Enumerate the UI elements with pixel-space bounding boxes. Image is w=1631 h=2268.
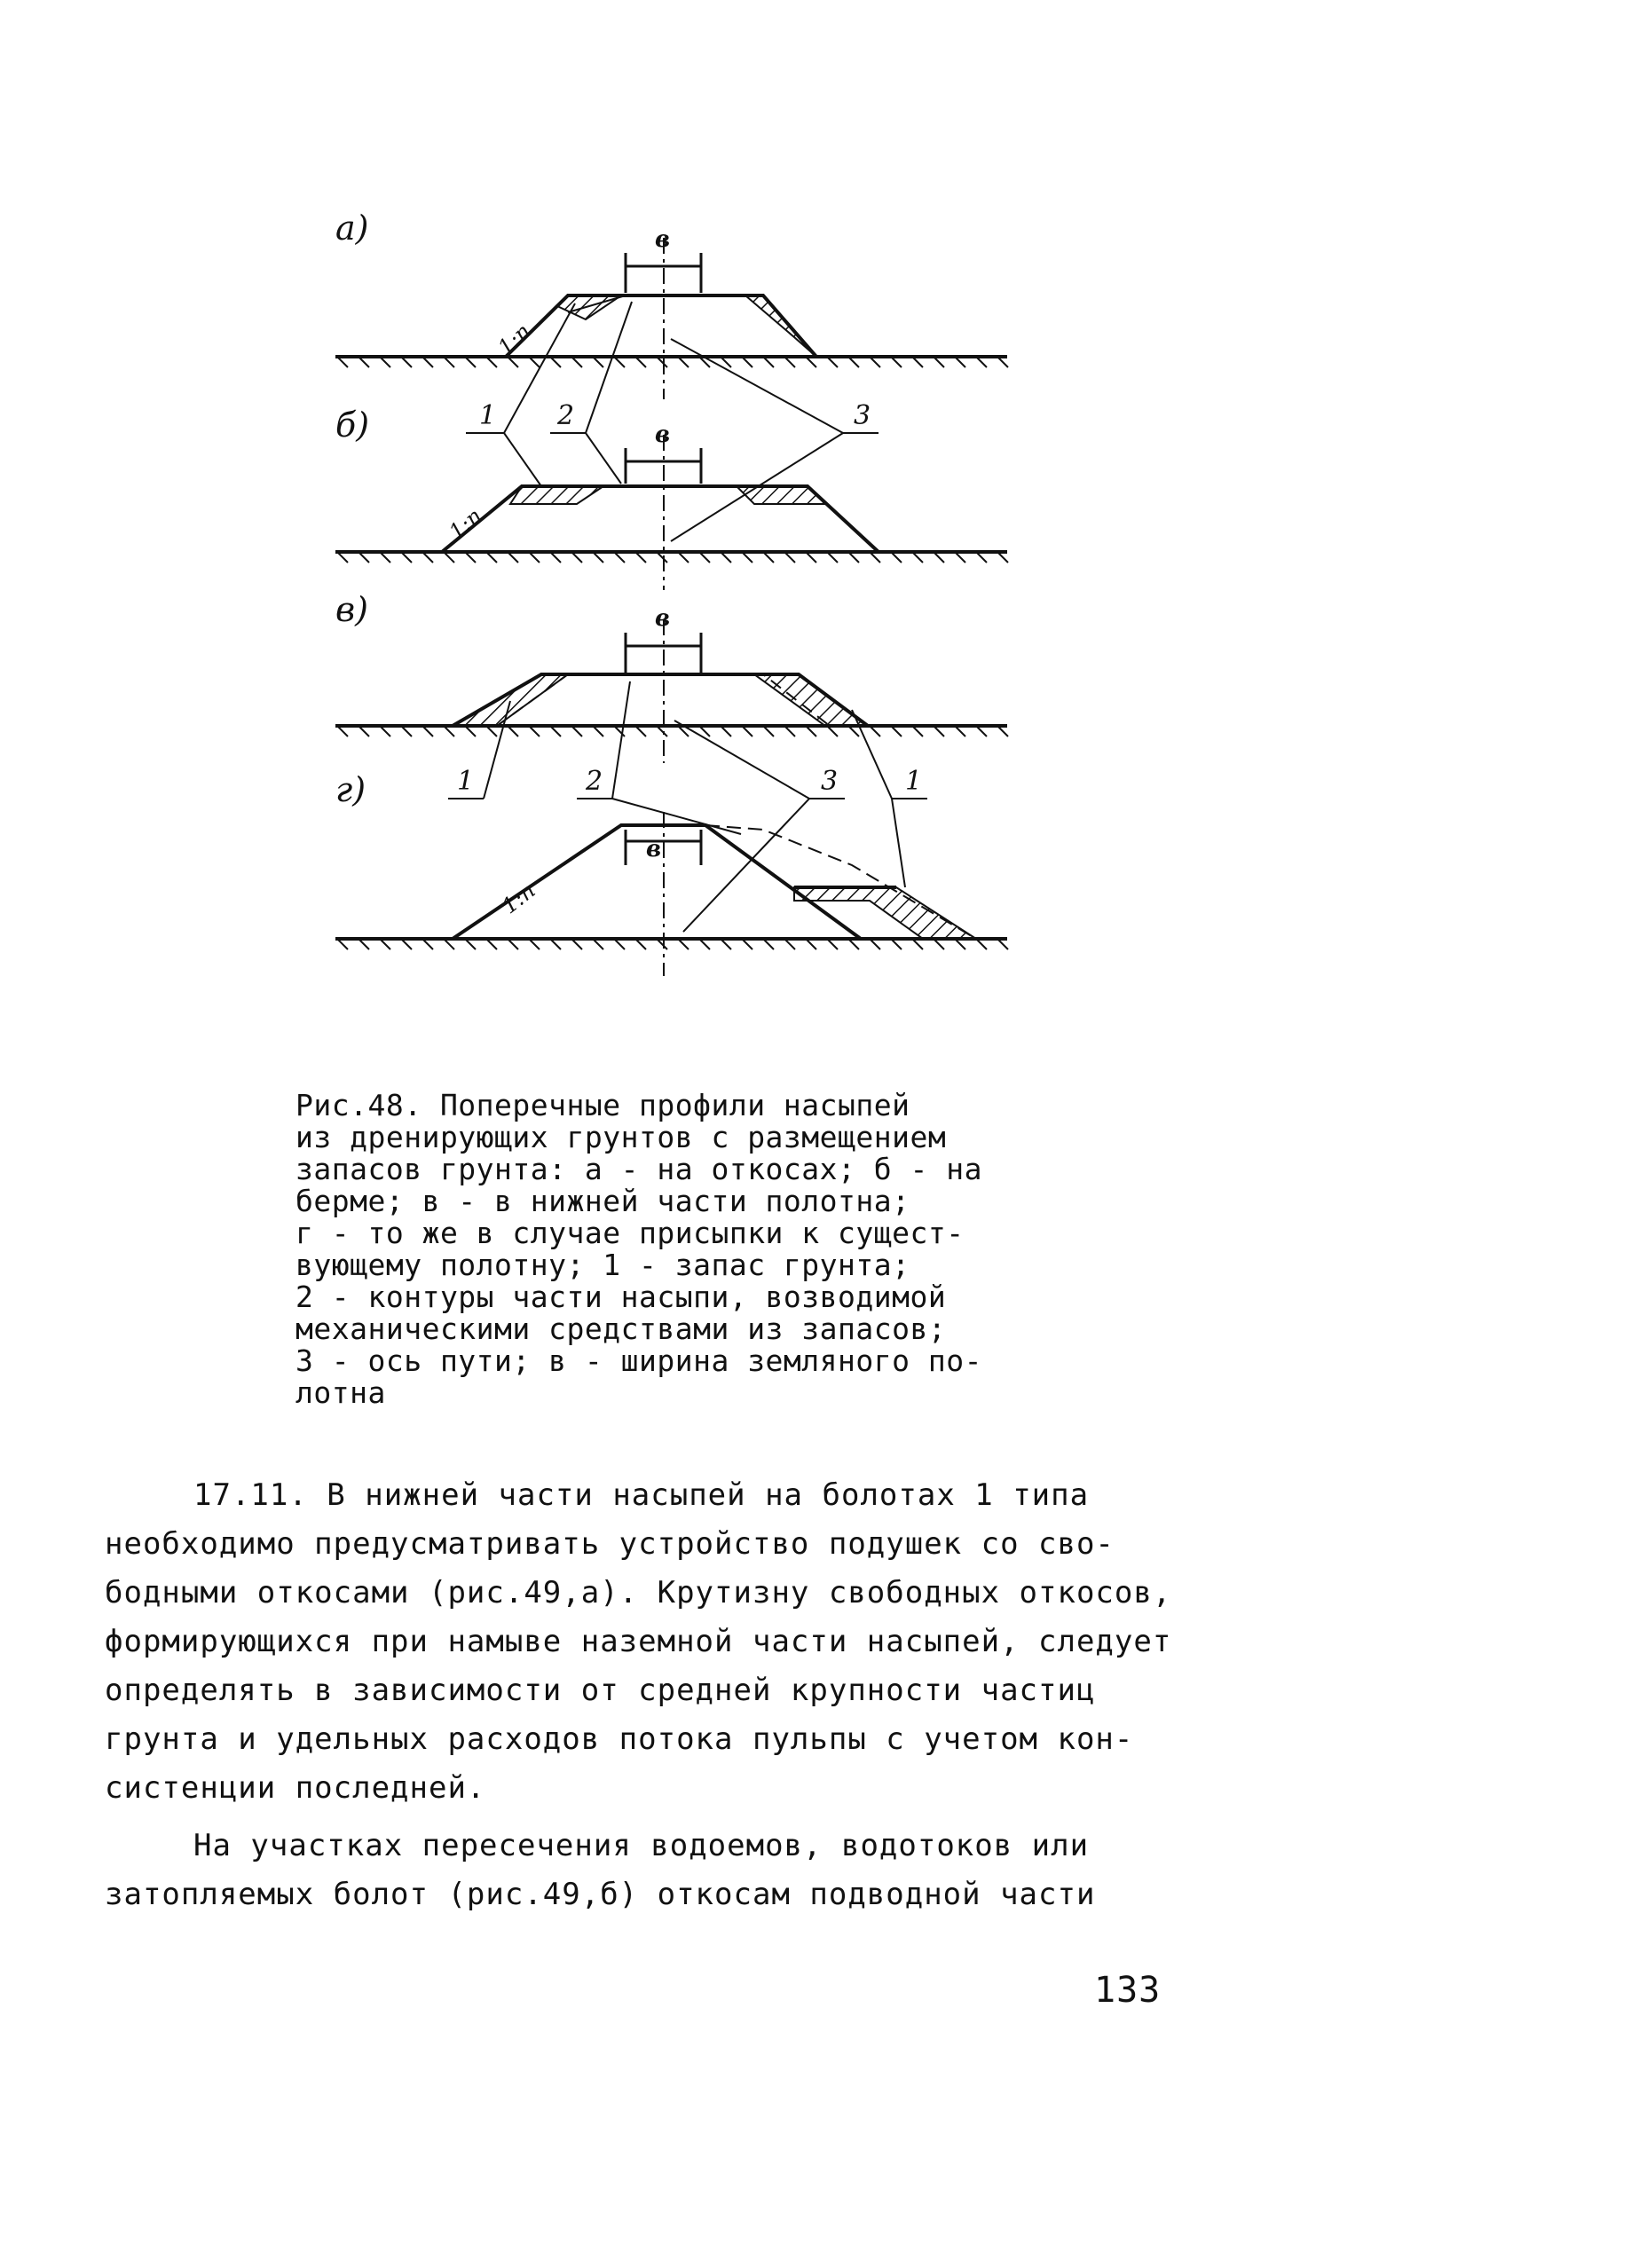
slope-label-a: 1:n [492, 319, 536, 360]
panel-label-b: б) [335, 406, 370, 445]
width-label-a: в [655, 226, 671, 253]
soil-reserve-left-v [453, 674, 568, 726]
caption-line: Рис.48. Поперечные профили насыпей [295, 1088, 910, 1122]
callout-2-top: 2 [557, 400, 575, 431]
caption-line: берме; в - в нижней части полотна; [295, 1184, 910, 1218]
caption-line: вующему полотну; 1 - запас грунта; [295, 1248, 910, 1282]
slope-label-g: 1:n [497, 878, 540, 919]
soil-reserve-right-a [745, 295, 816, 357]
soil-reserve-left-b [510, 486, 603, 504]
text-line: На участках пересечения водоемов, водотоков или [193, 1828, 1090, 1863]
text-line: формирующихся при намыве наземной части насыпей, следует [105, 1624, 1172, 1659]
text-line: затопляемых болот (рис.49,б) откосам подводной части [105, 1877, 1096, 1912]
soil-reserve-right-b [737, 486, 827, 504]
page-number: 133 [1094, 1970, 1162, 2011]
width-label-g: в [646, 836, 662, 862]
text-line: необходимо предусматривать устройство подушек со сво- [105, 1526, 1115, 1562]
callout-3-top: 3 [854, 400, 871, 431]
text-line: 17.11. В нижней части насыпей на болотах 1 типа [193, 1477, 1090, 1513]
text-line: бодными откосами (рис.49,а). Крутизну свободных откосов, [105, 1575, 1172, 1610]
panel-label-v: в) [335, 590, 368, 629]
width-label-v: в [655, 605, 671, 632]
body-text [105, 1471, 1258, 1919]
callout-1-left: 1 [457, 766, 475, 797]
profile-a [335, 209, 1008, 399]
profile-b [335, 406, 1008, 590]
paragraph-water-crossings [105, 1822, 1258, 1919]
panel-label-a: а) [335, 209, 369, 248]
caption-line: из дренирующих грунтов с размещением [295, 1120, 947, 1154]
figure-caption [295, 1090, 1094, 1409]
caption-line: механическими средствами из запасов; [295, 1311, 947, 1346]
figure-embankment-profiles [0, 0, 1631, 1020]
text-line: систенции последней. [105, 1770, 486, 1806]
profile-g [335, 770, 1008, 976]
caption-line: г - то же в случае присыпки к сущест- [295, 1216, 965, 1250]
text-line: грунта и удельных расходов потока пульпы с учетом кон- [105, 1721, 1134, 1757]
caption-line: запасов грунта: а - на откосах; б - на [295, 1152, 982, 1186]
text-line: определять в зависимости от средней крупности частиц [105, 1673, 1096, 1708]
callout-3-lower: 3 [821, 766, 839, 797]
caption-line: 2 - контуры части насыпи, возводимой [295, 1280, 947, 1314]
slope-label-b: 1:n [444, 503, 487, 545]
profile-v [335, 590, 1008, 763]
callout-1-top: 1 [479, 400, 497, 431]
caption-line: 3 - ось пути; в - ширина земляного по- [295, 1343, 982, 1378]
width-label-b: в [655, 421, 671, 448]
panel-label-g: г) [335, 770, 366, 809]
soil-reserve-g [794, 887, 976, 939]
paragraph-17-11 [105, 1471, 1258, 1813]
callout-2-lower: 2 [586, 766, 603, 797]
caption-line: лотна [295, 1375, 386, 1410]
callout-1-right: 1 [905, 766, 923, 797]
